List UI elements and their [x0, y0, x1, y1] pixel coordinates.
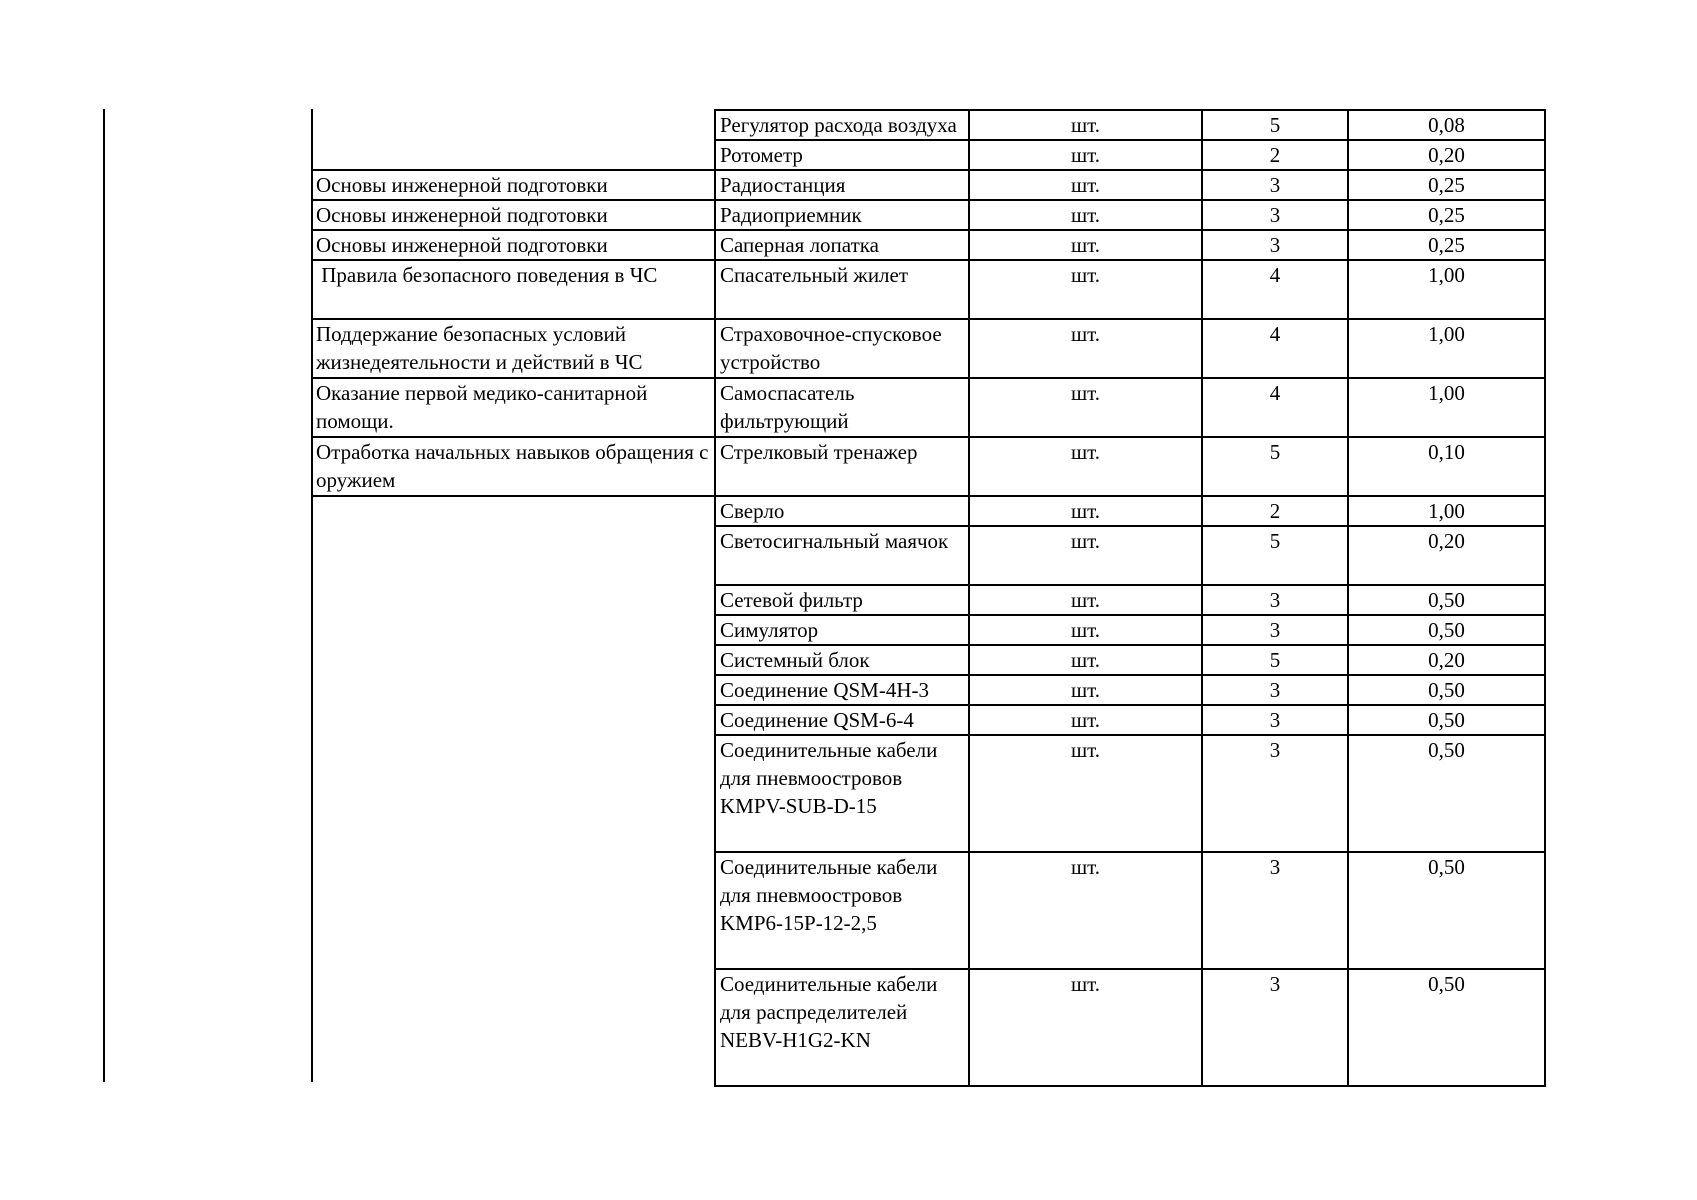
table-row	[312, 110, 1545, 140]
quantity-cell: 3	[1202, 852, 1348, 969]
value-cell: 1,00	[1348, 260, 1545, 319]
value-cell: 1,00	[1348, 319, 1545, 378]
item-name: Саперная лопатка	[715, 230, 969, 260]
item-name: Страховочное-спусковое устройство	[715, 319, 969, 378]
unit-cell: шт.	[969, 585, 1202, 615]
item-name: Соединительные кабели для пневмоостровов KMPV-SUB-D-15	[715, 735, 969, 852]
quantity-cell: 3	[1202, 200, 1348, 230]
unit-cell: шт.	[969, 110, 1202, 140]
topic-cell	[312, 526, 715, 585]
value-cell: 0,50	[1348, 615, 1545, 645]
quantity-cell: 3	[1202, 735, 1348, 852]
topic-cell: Основы инженерной подготовки	[312, 230, 715, 260]
table-row	[312, 526, 1545, 585]
item-name: Самоспасатель фильтрующий	[715, 378, 969, 437]
value-cell: 0,08	[1348, 110, 1545, 140]
quantity-cell: 4	[1202, 260, 1348, 319]
topic-cell	[312, 675, 715, 705]
unit-cell: шт.	[969, 170, 1202, 200]
unit-cell: шт.	[969, 378, 1202, 437]
value-cell: 1,00	[1348, 378, 1545, 437]
quantity-cell: 3	[1202, 675, 1348, 705]
topic-cell	[312, 735, 715, 852]
topic-cell: Оказание первой медико-санитарной помощи.	[312, 378, 715, 437]
value-cell: 0,25	[1348, 230, 1545, 260]
value-cell: 0,50	[1348, 705, 1545, 735]
table-row	[312, 585, 1545, 615]
item-name: Ротометр	[715, 140, 969, 170]
item-name: Радиостанция	[715, 170, 969, 200]
topic-cell: Правила безопасного поведения в ЧС	[312, 260, 715, 319]
value-cell: 0,20	[1348, 526, 1545, 585]
quantity-cell: 3	[1202, 170, 1348, 200]
quantity-cell: 3	[1202, 705, 1348, 735]
table-row	[312, 230, 1545, 260]
quantity-cell: 5	[1202, 110, 1348, 140]
table-row	[312, 615, 1545, 645]
unit-cell: шт.	[969, 230, 1202, 260]
inventory-table	[312, 109, 1546, 1087]
item-name: Соединение QSM-4H-3	[715, 675, 969, 705]
table-row	[312, 496, 1545, 526]
item-name: Системный блок	[715, 645, 969, 675]
topic-cell: Поддержание безопасных условий жизнедеятельности и действий в ЧС	[312, 319, 715, 378]
unit-cell: шт.	[969, 615, 1202, 645]
table-row	[312, 675, 1545, 705]
unit-cell: шт.	[969, 705, 1202, 735]
table-row	[312, 319, 1545, 378]
table-row	[312, 852, 1545, 969]
item-name: Сверло	[715, 496, 969, 526]
unit-cell: шт.	[969, 735, 1202, 852]
value-cell: 0,50	[1348, 852, 1545, 969]
value-cell: 0,50	[1348, 969, 1545, 1086]
unit-cell: шт.	[969, 260, 1202, 319]
topic-cell	[312, 140, 715, 170]
unit-cell: шт.	[969, 675, 1202, 705]
unit-cell: шт.	[969, 437, 1202, 496]
value-cell: 0,50	[1348, 585, 1545, 615]
topic-cell	[312, 852, 715, 969]
topic-cell	[312, 645, 715, 675]
unit-cell: шт.	[969, 969, 1202, 1086]
item-name: Симулятор	[715, 615, 969, 645]
unit-cell: шт.	[969, 200, 1202, 230]
table-row	[312, 437, 1545, 496]
quantity-cell: 2	[1202, 496, 1348, 526]
unit-cell: шт.	[969, 319, 1202, 378]
topic-cell	[312, 969, 715, 1086]
unit-cell: шт.	[969, 645, 1202, 675]
table-row	[312, 260, 1545, 319]
value-cell: 0,50	[1348, 735, 1545, 852]
table-row	[312, 170, 1545, 200]
quantity-cell: 3	[1202, 969, 1348, 1086]
table-row	[312, 969, 1545, 1086]
topic-cell: Отработка начальных навыков обращения с оружием	[312, 437, 715, 496]
topic-cell: Основы инженерной подготовки	[312, 200, 715, 230]
item-name: Соединительные кабели для пневмоостровов KMP6-15P-12-2,5	[715, 852, 969, 969]
value-cell: 0,25	[1348, 170, 1545, 200]
item-name: Светосигнальный маячок	[715, 526, 969, 585]
table-row	[312, 705, 1545, 735]
item-name: Сетевой фильтр	[715, 585, 969, 615]
item-name: Радиоприемник	[715, 200, 969, 230]
value-cell: 0,20	[1348, 140, 1545, 170]
item-name: Стрелковый тренажер	[715, 437, 969, 496]
quantity-cell: 3	[1202, 230, 1348, 260]
left-margin-line	[103, 109, 105, 1082]
item-name: Спасательный жилет	[715, 260, 969, 319]
quantity-cell: 3	[1202, 585, 1348, 615]
quantity-cell: 4	[1202, 319, 1348, 378]
item-name: Соединительные кабели для распределителей NEBV-H1G2-KN	[715, 969, 969, 1086]
value-cell: 1,00	[1348, 496, 1545, 526]
topic-cell	[312, 705, 715, 735]
item-name: Соединение QSM-6-4	[715, 705, 969, 735]
unit-cell: шт.	[969, 496, 1202, 526]
value-cell: 0,50	[1348, 675, 1545, 705]
topic-cell	[312, 496, 715, 526]
quantity-cell: 5	[1202, 526, 1348, 585]
topic-cell	[312, 110, 715, 140]
quantity-cell: 3	[1202, 615, 1348, 645]
topic-cell: Основы инженерной подготовки	[312, 170, 715, 200]
table-row	[312, 645, 1545, 675]
quantity-cell: 5	[1202, 437, 1348, 496]
value-cell: 0,10	[1348, 437, 1545, 496]
unit-cell: шт.	[969, 140, 1202, 170]
table-row	[312, 200, 1545, 230]
item-name: Регулятор расхода воздуха	[715, 110, 969, 140]
quantity-cell: 4	[1202, 378, 1348, 437]
topic-cell	[312, 585, 715, 615]
unit-cell: шт.	[969, 852, 1202, 969]
quantity-cell: 5	[1202, 645, 1348, 675]
topic-cell	[312, 615, 715, 645]
unit-cell: шт.	[969, 526, 1202, 585]
value-cell: 0,25	[1348, 200, 1545, 230]
value-cell: 0,20	[1348, 645, 1545, 675]
table-row	[312, 735, 1545, 852]
quantity-cell: 2	[1202, 140, 1348, 170]
table-row	[312, 140, 1545, 170]
table-row	[312, 378, 1545, 437]
